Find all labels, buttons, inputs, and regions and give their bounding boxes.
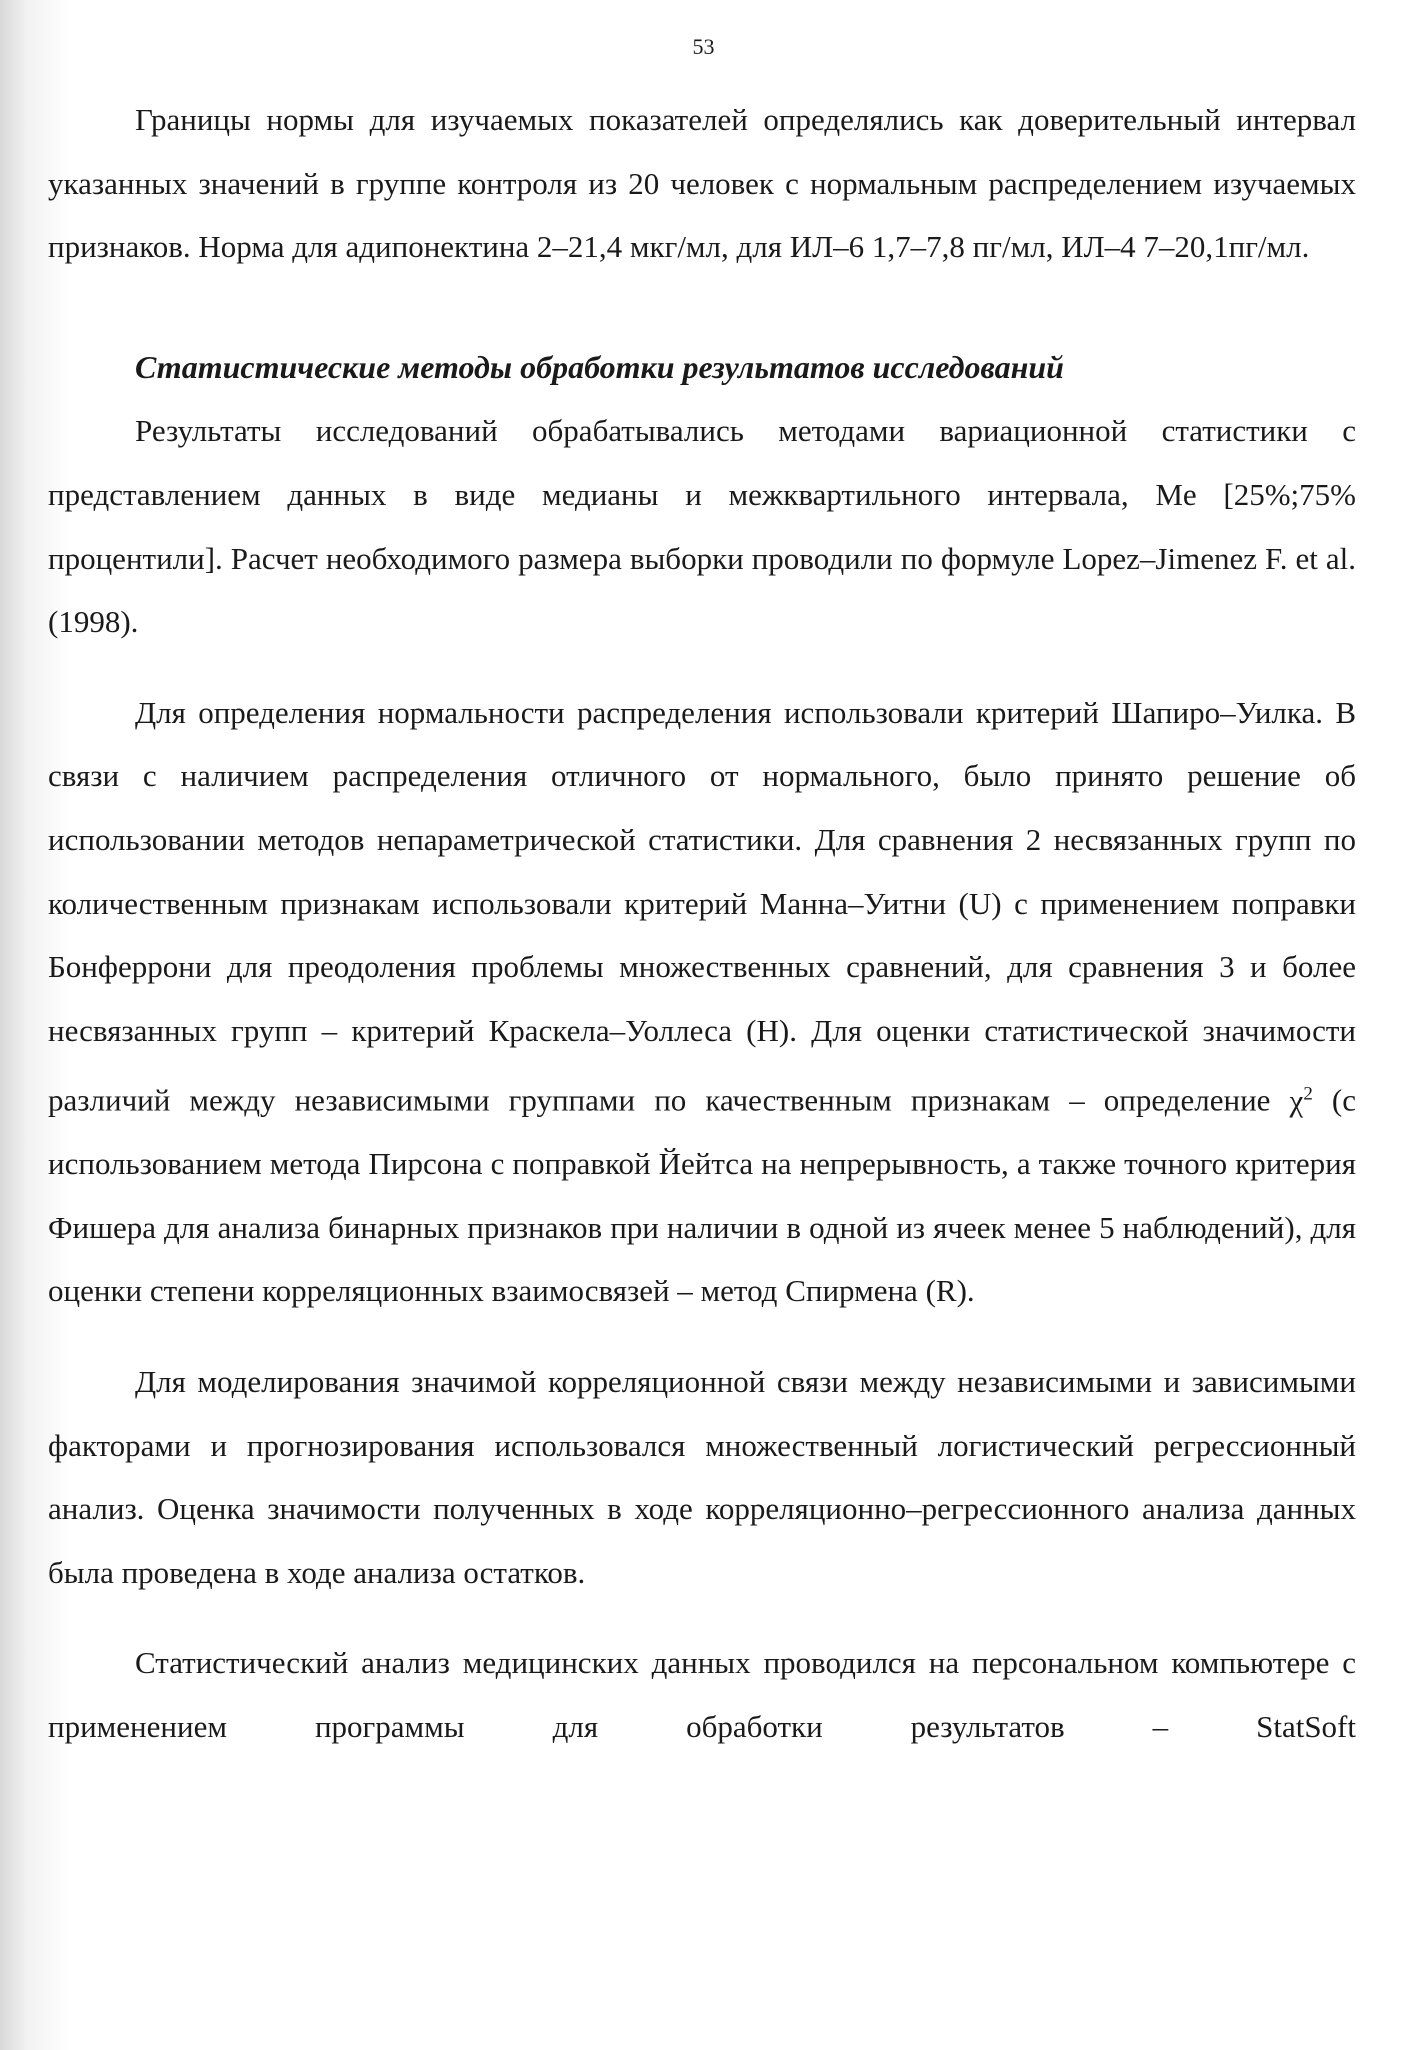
paragraph-normality-tests — [48, 681, 1356, 1323]
chi-square-symbol — [1290, 1083, 1313, 1118]
paragraph-gap — [48, 1323, 1356, 1350]
document-body — [48, 88, 1356, 1759]
paragraph-gap — [48, 654, 1356, 681]
paragraph-gap — [48, 1604, 1356, 1631]
section-heading-statistical-methods: Статистические методы обработки результатов исследований — [135, 348, 1064, 385]
chi-exponent: 2 — [1303, 1083, 1313, 1105]
paragraph-normality-text-end: (с использованием метода Пирсона с поправкой Йейтса на непрерывность, а также точного критерия Фишера для анализа бинарных признаков при наличии в одной из ячеек менее 5 наблюдений), для оценки степени корреляционных взаимосвязей – метод Спирмена (R). — [48, 1082, 1356, 1309]
paragraph-software: Статистический анализ медицинских данных проводился на персональном компьютере с применением программы для обработки результатов – StatSoft — [48, 1645, 1356, 1744]
paragraph-normality-text-start: Для определения нормальности распределения использовали критерий Шапиро–Уилка. В связи с наличием распределения отличного от нормального, было принято решение об использовании методов непараметрической статистики. Для сравнения 2 несвязанных групп по количественным признакам использовали критерий Манна–Уитни (U) с применением поправки Бонферрони для преодоления проблемы множественных сравнений, для сравнения 3 и более несвязанных групп – критерий Краскела–Уоллеса (H). Для оценки статистической значимости различий между независимыми группами по качественным признакам – определение — [48, 694, 1356, 1118]
chi-letter: χ — [1289, 1082, 1304, 1118]
paragraph-regression-modeling: Для моделирования значимой корреляционной связи между независимыми и зависимыми факторами и прогнозирования использовался множественный логистический регрессионный анализ. Оценка значимости полученных в ходе корреляционно–регрессионного анализа данных была проведена в ходе анализа остатков. — [48, 1364, 1356, 1590]
paragraph-norm-limits: Границы нормы для изучаемых показателей определялись как доверительный интервал указанных значений в группе контроля из 20 человек с нормальным распределением изучаемых признаков. Норма для адипонектина 2–21,4 мкг/мл, для ИЛ–6 1,7–7,8 пг/мл, ИЛ–4 7–20,1пг/мл. — [48, 102, 1356, 265]
paragraph-statistics-results: Результаты исследований обрабатывались методами вариационной статистики с представлением данных в виде медианы и межквартильного интервала, Me [25%;75% процентили]. Расчет необходимого размера выборки проводили по формуле Lopez–Jimenez F. et al. (1998). — [48, 413, 1356, 640]
page-number: 53 — [692, 34, 715, 59]
